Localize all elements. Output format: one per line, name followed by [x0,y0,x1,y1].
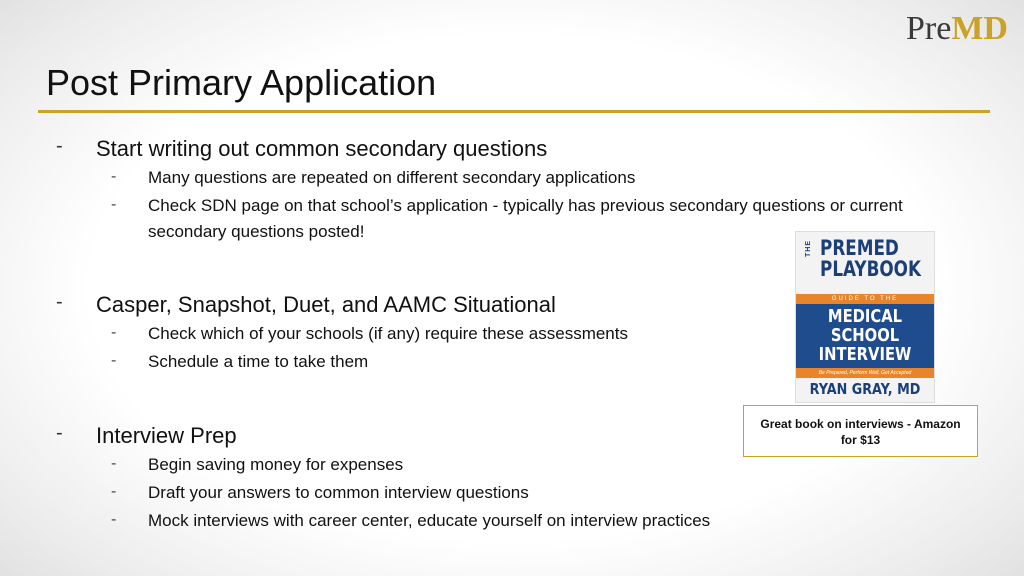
bullet-dash: - [111,168,117,185]
title-divider [38,110,990,113]
section-heading: Casper, Snapshot, Duet, and AAMC Situational [96,292,556,317]
book-title-line: PREMED [820,236,899,260]
bullet-dash: - [111,324,117,341]
book-title [820,236,921,281]
book-title-line: PLAYBOOK [820,257,921,281]
book-subtitle-line: MEDICAL [827,306,903,327]
section-heading: Start writing out common secondary questions [96,136,548,161]
bullet-dash: - [56,422,63,444]
bullet-dash: - [56,291,63,313]
list-item: Begin saving money for expenses [148,455,404,474]
list-item: Mock interviews with career center, educate yourself on interview practices [148,511,711,530]
list-item: Schedule a time to take them [148,352,369,371]
bullet-dash: - [111,455,117,472]
bullet-dash: - [111,483,117,500]
book-author: RYAN GRAY, MD [809,380,921,398]
premd-logo [906,10,1008,48]
list-item: Draft your answers to common interview questions [148,483,529,502]
book-the-text: THE [805,240,812,257]
book-guide-band: GUIDE TO THE [796,294,934,304]
list-item: Check which of your schools (if any) require these assessments [148,324,628,343]
logo-md-text: MD [951,10,1008,47]
book-tagline: Be Prepared, Perform Well, Get Accepted [796,368,934,378]
caption-line: Great book on interviews - Amazon [760,417,961,431]
section-heading: Interview Prep [96,423,237,448]
bullet-dash: - [111,196,117,213]
bullet-dash: - [111,352,117,369]
list-item: Check SDN page on that school’s application - typically has previous secondary questions or current secondary questions posted! [148,196,903,241]
bullet-dash: - [56,135,63,157]
logo-pre-text: Pre [906,10,952,47]
bullet-dash: - [111,511,117,528]
book-subtitle-line: INTERVIEW [818,344,912,365]
book-subtitle-band [796,304,934,368]
book-cover-image [795,231,935,403]
caption-line: for $13 [840,433,881,447]
list-item: Many questions are repeated on different secondary applications [148,168,636,187]
book-caption-box [743,405,978,457]
slide-title: Post Primary Application [46,62,437,103]
book-subtitle-line: SCHOOL [830,325,900,346]
